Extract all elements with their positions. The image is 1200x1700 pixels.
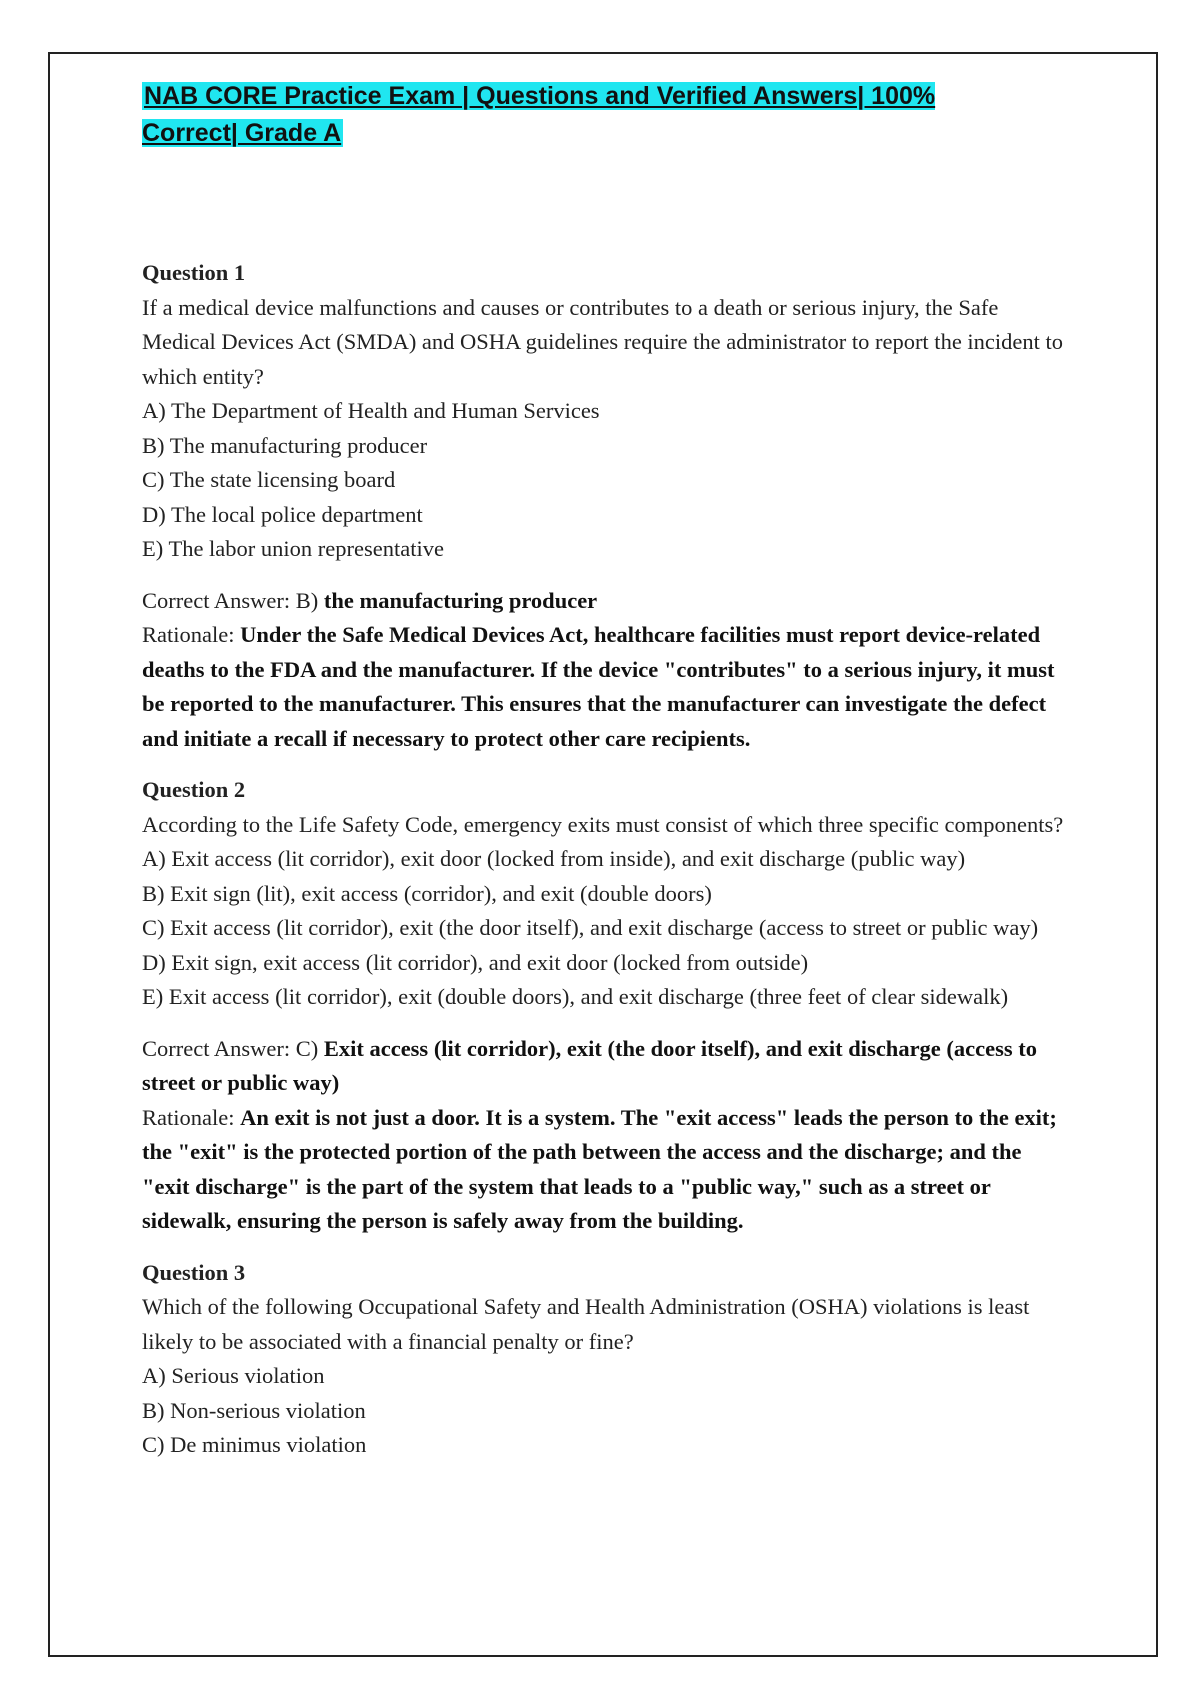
answer-option-d: D) The local police department — [142, 501, 423, 527]
question-text: Which of the following Occupational Safety and Health Administration (OSHA) violations is least likely to be associated with a financial penalty or fine? — [142, 1294, 1030, 1354]
document-body — [142, 78, 1072, 1463]
answer-block — [142, 1032, 1072, 1239]
answer-block — [142, 584, 1072, 757]
answer-option-b: B) Exit sign (lit), exit access (corridor), and exit (double doors) — [142, 880, 712, 906]
answer-option-a: A) The Department of Health and Human Services — [142, 398, 600, 423]
rationale-label: Rationale: — [142, 622, 235, 647]
correct-answer — [142, 1032, 1072, 1101]
document-title-highlight: NAB CORE Practice Exam | Questions and Verified Answers| 100% Correct| Grade A — [142, 82, 936, 147]
answer-option-e: E) The labor union representative — [142, 536, 444, 561]
correct-answer — [142, 584, 1072, 619]
question-1 — [142, 256, 1072, 756]
question-text: According to the Life Safety Code, emergency exits must consist of which three specific components? — [142, 811, 1064, 837]
rationale — [142, 1101, 1072, 1239]
answer-option-b: B) Non-serious violation — [142, 1397, 366, 1423]
correct-answer-text: Exit access (lit corridor), exit (the door itself), and exit discharge (access to street or public way) — [142, 1035, 1037, 1095]
question-heading: Question 2 — [142, 777, 246, 802]
rationale-text: Under the Safe Medical Devices Act, healthcare facilities must report device-related deaths to the FDA and the manufacturer. If the device "contributes" to a serious injury, it must be reported to the manufacturer. This ensures that the manufacturer can investigate the defect and initiate a recall if necessary to protect other care recipients. — [142, 622, 1055, 751]
answer-option-a: A) Exit access (lit corridor), exit door (locked from inside), and exit discharge (public way) — [142, 846, 966, 871]
answer-option-c: C) De minimus violation — [142, 1432, 367, 1457]
rationale-label: Rationale: — [142, 1104, 235, 1130]
question-2 — [142, 773, 1072, 1239]
answer-option-d: D) Exit sign, exit access (lit corridor), and exit door (locked from outside) — [142, 949, 809, 975]
question-text: If a medical device malfunctions and causes or contributes to a death or serious injury, the Safe Medical Devices Act (SMDA) and OSHA guidelines require the administrator to report the incident to which entity? — [142, 294, 1064, 389]
answer-option-c: C) The state licensing board — [142, 467, 396, 492]
answer-option-b: B) The manufacturing producer — [142, 432, 428, 458]
question-heading: Question 1 — [142, 260, 246, 285]
correct-answer-text: the manufacturing producer — [323, 587, 598, 613]
document-title — [142, 78, 1022, 152]
answer-option-a: A) Serious violation — [142, 1363, 325, 1388]
answer-option-e: E) Exit access (lit corridor), exit (double doors), and exit discharge (three feet of clear sidewalk) — [142, 984, 1009, 1009]
rationale-text: An exit is not just a door. It is a system. The "exit access" leads the person to the exit; the "exit" is the protected portion of the path between the access and the discharge; and the "exit discharge" is the part of the system that leads to a "public way," such as a street or sidewalk, ensuring the person is safely away from the building. — [142, 1104, 1057, 1233]
rationale — [142, 618, 1072, 756]
question-heading: Question 3 — [142, 1259, 246, 1285]
answer-option-c: C) Exit access (lit corridor), exit (the door itself), and exit discharge (access to street or public way) — [142, 915, 1039, 940]
question-3 — [142, 1256, 1072, 1463]
correct-answer-label: Correct Answer: B) — [142, 587, 319, 613]
correct-answer-label: Correct Answer: C) — [142, 1035, 319, 1061]
